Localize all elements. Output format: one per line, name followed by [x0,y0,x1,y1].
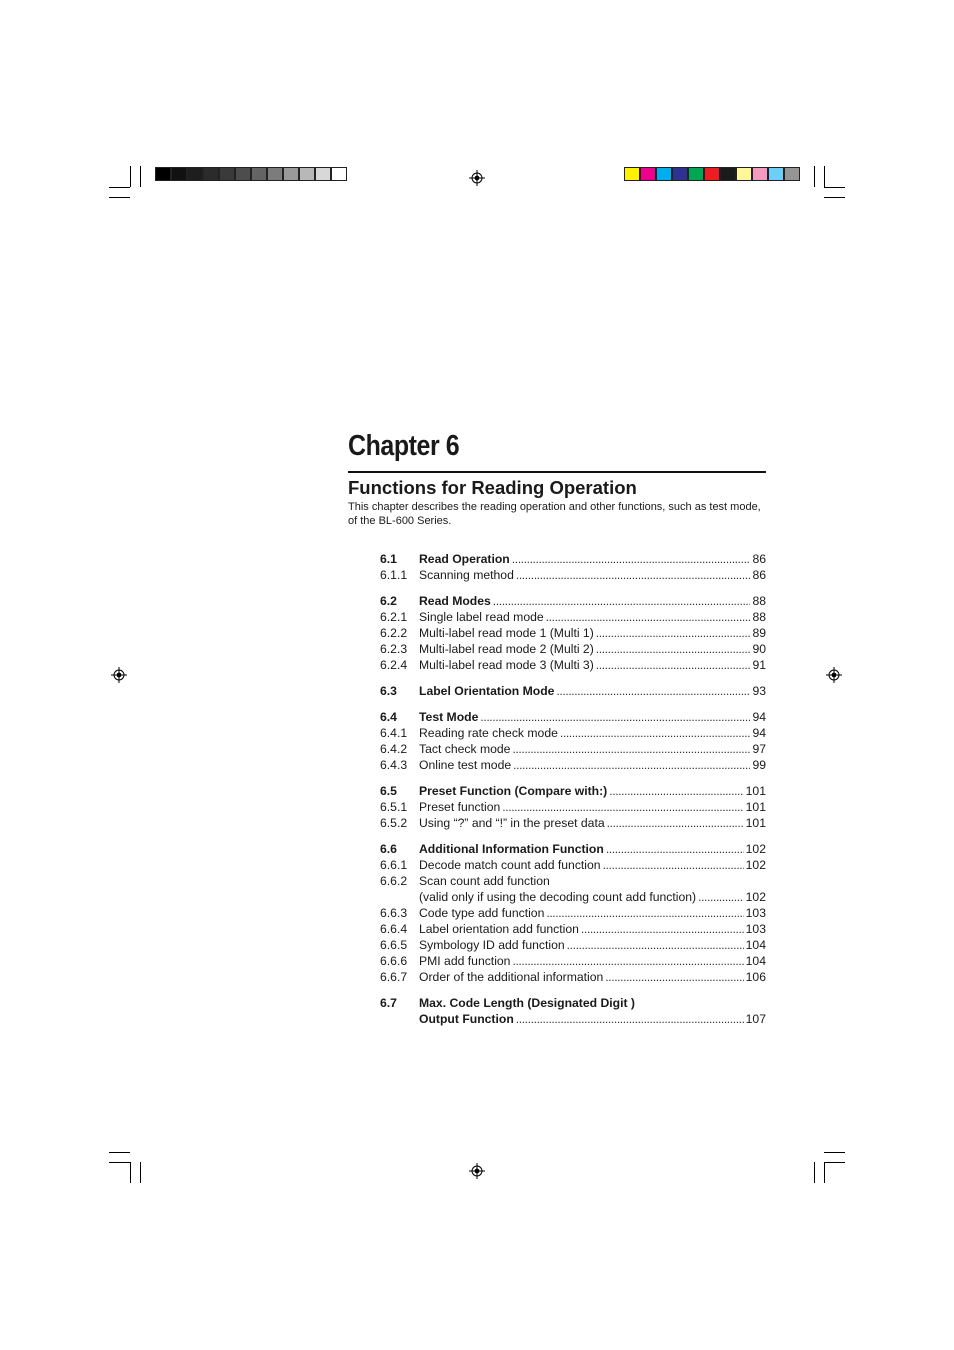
toc-page-number: 86 [752,568,766,582]
toc-dot-leader [567,937,744,953]
toc-entry[interactable] [380,953,766,969]
toc-section-title: Symbology ID add function [419,938,565,952]
toc-dot-leader [606,841,744,857]
toc-entry[interactable] [380,799,766,815]
toc-section-number: 6.6.4 [380,922,408,936]
color-swatch [171,167,187,181]
color-swatch [768,167,784,181]
toc-section-title: Read Modes [419,594,491,608]
chapter-intro: This chapter describes the reading operation and other functions, such as test mode, of the BL-600 Series. [348,501,761,527]
toc-dot-leader [546,609,751,625]
toc-dot-leader [698,889,744,905]
toc-section-title: Tact check mode [419,742,511,756]
toc-dot-leader [609,783,743,799]
toc-page-number: 88 [752,610,766,624]
toc-section-title: Code type add function [419,906,545,920]
toc-entry[interactable] [380,937,766,953]
toc-dot-leader [502,799,743,815]
toc-section-number: 6.2.1 [380,610,408,624]
toc-section-title: (valid only if using the decoding count add function) [419,890,697,904]
toc-section-number: 6.2 [380,594,397,608]
registration-target-icon [469,1163,485,1179]
toc-section-title: Decode match count add function [419,858,601,872]
toc-dot-leader [607,815,744,831]
toc-dot-leader [512,953,743,969]
color-swatch [187,167,203,181]
toc-section-number: 6.4.2 [380,742,408,756]
crop-mark-top-left-h [109,187,130,188]
color-swatch [656,167,672,181]
toc-section-number: 6.6.6 [380,954,408,968]
color-swatch [720,167,736,181]
toc-section-number: 6.4 [380,710,397,724]
toc-entry[interactable] [380,551,766,567]
toc-section-number: 6.6.5 [380,938,408,952]
color-swatch [688,167,704,181]
toc-page-number: 106 [745,970,766,984]
toc-section-title: Read Operation [419,552,510,566]
registration-target-icon [111,667,127,683]
color-swatch [736,167,752,181]
toc-page-number: 88 [752,594,766,608]
toc-section-number: 6.1 [380,552,397,566]
registration-target-icon [826,667,842,683]
toc-section-number: 6.4.1 [380,726,408,740]
color-swatch [203,167,219,181]
toc-entry[interactable] [380,725,766,741]
color-swatch [299,167,315,181]
toc-page-number: 104 [745,954,766,968]
toc-section-title: Max. Code Length (Designated Digit ) [419,996,635,1010]
crop-mark-bottom-right-h [824,1152,845,1153]
chapter-title-rule [348,471,766,473]
toc-dot-leader [596,641,751,657]
toc-section-title: PMI add function [419,954,511,968]
toc-page-number: 102 [745,842,766,856]
grayscale-color-bar [155,167,347,181]
toc-section-title: Order of the additional information [419,970,604,984]
toc-dot-leader [493,593,751,609]
color-swatch [331,167,347,181]
toc-entry[interactable] [380,593,766,609]
crop-mark-bottom-left-h [109,1152,130,1153]
toc-dot-leader [512,741,750,757]
toc-section-title: Using “?” and “!” in the preset data [419,816,605,830]
toc-entry[interactable] [380,625,766,641]
toc-section-number: 6.7 [380,996,397,1010]
toc-section-number: 6.6.3 [380,906,408,920]
color-swatch [267,167,283,181]
toc-section-number: 6.3 [380,684,397,698]
color-swatch [283,167,299,181]
chapter-title: Chapter 6 [348,430,460,462]
toc-entry[interactable] [380,683,766,699]
color-swatch [784,167,800,181]
toc-section-title: Preset Function (Compare with:) [419,784,608,798]
toc-page-number: 89 [752,626,766,640]
toc-entry[interactable] [380,815,766,831]
toc-page-number: 94 [752,710,766,724]
crop-mark-top-left-v2 [140,166,141,187]
toc-section-number: 6.4.3 [380,758,408,772]
toc-dot-leader [596,625,751,641]
toc-entry[interactable] [380,567,766,583]
toc-entry[interactable] [380,969,766,985]
toc-entry[interactable] [380,995,766,1011]
toc-section-title: Scan count add function [419,874,550,888]
toc-section-title: Preset function [419,800,501,814]
color-swatch [672,167,688,181]
toc-section-title: Online test mode [419,758,512,772]
toc-section-number: 6.5.1 [380,800,408,814]
toc-dot-leader [603,857,744,873]
color-swatch [624,167,640,181]
toc-dot-leader [480,709,750,725]
toc-dot-leader [556,683,750,699]
toc-page-number: 86 [752,552,766,566]
toc-entry[interactable] [380,873,766,889]
color-swatch [251,167,267,181]
color-swatch [315,167,331,181]
toc-section-title: Multi-label read mode 1 (Multi 1) [419,626,594,640]
crop-mark-bottom-left-v2 [140,1162,141,1183]
toc-section-title: Scanning method [419,568,514,582]
toc-entry[interactable] [380,921,766,937]
toc-section-number: 6.6 [380,842,397,856]
toc-page-number: 102 [745,890,766,904]
toc-section-title: Multi-label read mode 2 (Multi 2) [419,642,594,656]
color-swatch [235,167,251,181]
toc-section-title: Label orientation add function [419,922,579,936]
toc-dot-leader [605,969,743,985]
toc-page-number: 101 [745,784,766,798]
toc-entry[interactable] [380,857,766,873]
toc-section-title: Test Mode [419,710,479,724]
toc-entry[interactable] [380,783,766,799]
crop-mark-top-right-v [824,166,825,187]
toc-entry[interactable] [380,757,766,773]
toc-page-number: 99 [752,758,766,772]
chapter-heading: Functions for Reading Operation [348,477,637,498]
toc-section-title: Label Orientation Mode [419,684,555,698]
toc-page-number: 103 [745,922,766,936]
crop-mark-bottom-right-v2 [814,1162,815,1183]
registration-target-icon [469,170,485,186]
toc-entry[interactable] [380,657,766,673]
toc-page-number: 94 [752,726,766,740]
toc-dot-leader [516,1011,744,1027]
toc-section-number: 6.2.4 [380,658,408,672]
toc-page-number: 91 [752,658,766,672]
toc-section-number: 6.6.7 [380,970,408,984]
crop-mark-top-right-h2 [824,197,845,198]
crop-mark-bottom-left-v [130,1162,131,1183]
toc-entry[interactable] [380,709,766,725]
color-swatch [704,167,720,181]
crop-mark-top-right-h [824,187,845,188]
toc-dot-leader [546,905,743,921]
toc-section-number: 6.2.2 [380,626,408,640]
toc-entry[interactable] [380,641,766,657]
toc-section-title: Multi-label read mode 3 (Multi 3) [419,658,594,672]
crop-mark-top-right-v2 [814,166,815,187]
toc-section-title: Additional Information Function [419,842,604,856]
toc-section-number: 6.1.1 [380,568,408,582]
toc-entry[interactable] [380,741,766,757]
toc-page-number: 103 [745,906,766,920]
table-of-contents [380,551,766,1027]
toc-dot-leader [581,921,744,937]
color-swatch [640,167,656,181]
color-swatch [155,167,171,181]
toc-dot-leader [516,567,751,583]
toc-page-number: 102 [745,858,766,872]
toc-page-number: 104 [745,938,766,952]
crop-mark-bottom-right-h2 [824,1162,845,1163]
color-swatch [752,167,768,181]
toc-page-number: 101 [745,800,766,814]
toc-entry[interactable] [380,905,766,921]
toc-dot-leader [513,757,750,773]
crop-mark-bottom-right-v [824,1162,825,1183]
crop-mark-top-left-h2 [109,197,130,198]
toc-page-number: 90 [752,642,766,656]
toc-section-title: Output Function [419,1012,514,1026]
toc-section-number: 6.6.2 [380,874,408,888]
toc-page-number: 93 [752,684,766,698]
toc-section-number: 6.5 [380,784,397,798]
toc-section-title: Single label read mode [419,610,544,624]
toc-page-number: 107 [745,1012,766,1026]
toc-dot-leader [596,657,751,673]
toc-section-number: 6.6.1 [380,858,408,872]
toc-entry[interactable] [380,841,766,857]
crop-mark-top-left-v [130,166,131,187]
toc-entry[interactable] [380,1011,766,1027]
color-swatch [219,167,235,181]
toc-entry[interactable] [380,889,766,905]
process-color-bar [624,167,800,181]
toc-entry[interactable] [380,609,766,625]
toc-section-number: 6.5.2 [380,816,408,830]
toc-page-number: 97 [752,742,766,756]
crop-mark-bottom-left-h2 [109,1162,130,1163]
toc-section-number: 6.2.3 [380,642,408,656]
toc-dot-leader [512,551,751,567]
toc-page-number: 101 [745,816,766,830]
toc-section-title: Reading rate check mode [419,726,558,740]
toc-dot-leader [560,725,751,741]
